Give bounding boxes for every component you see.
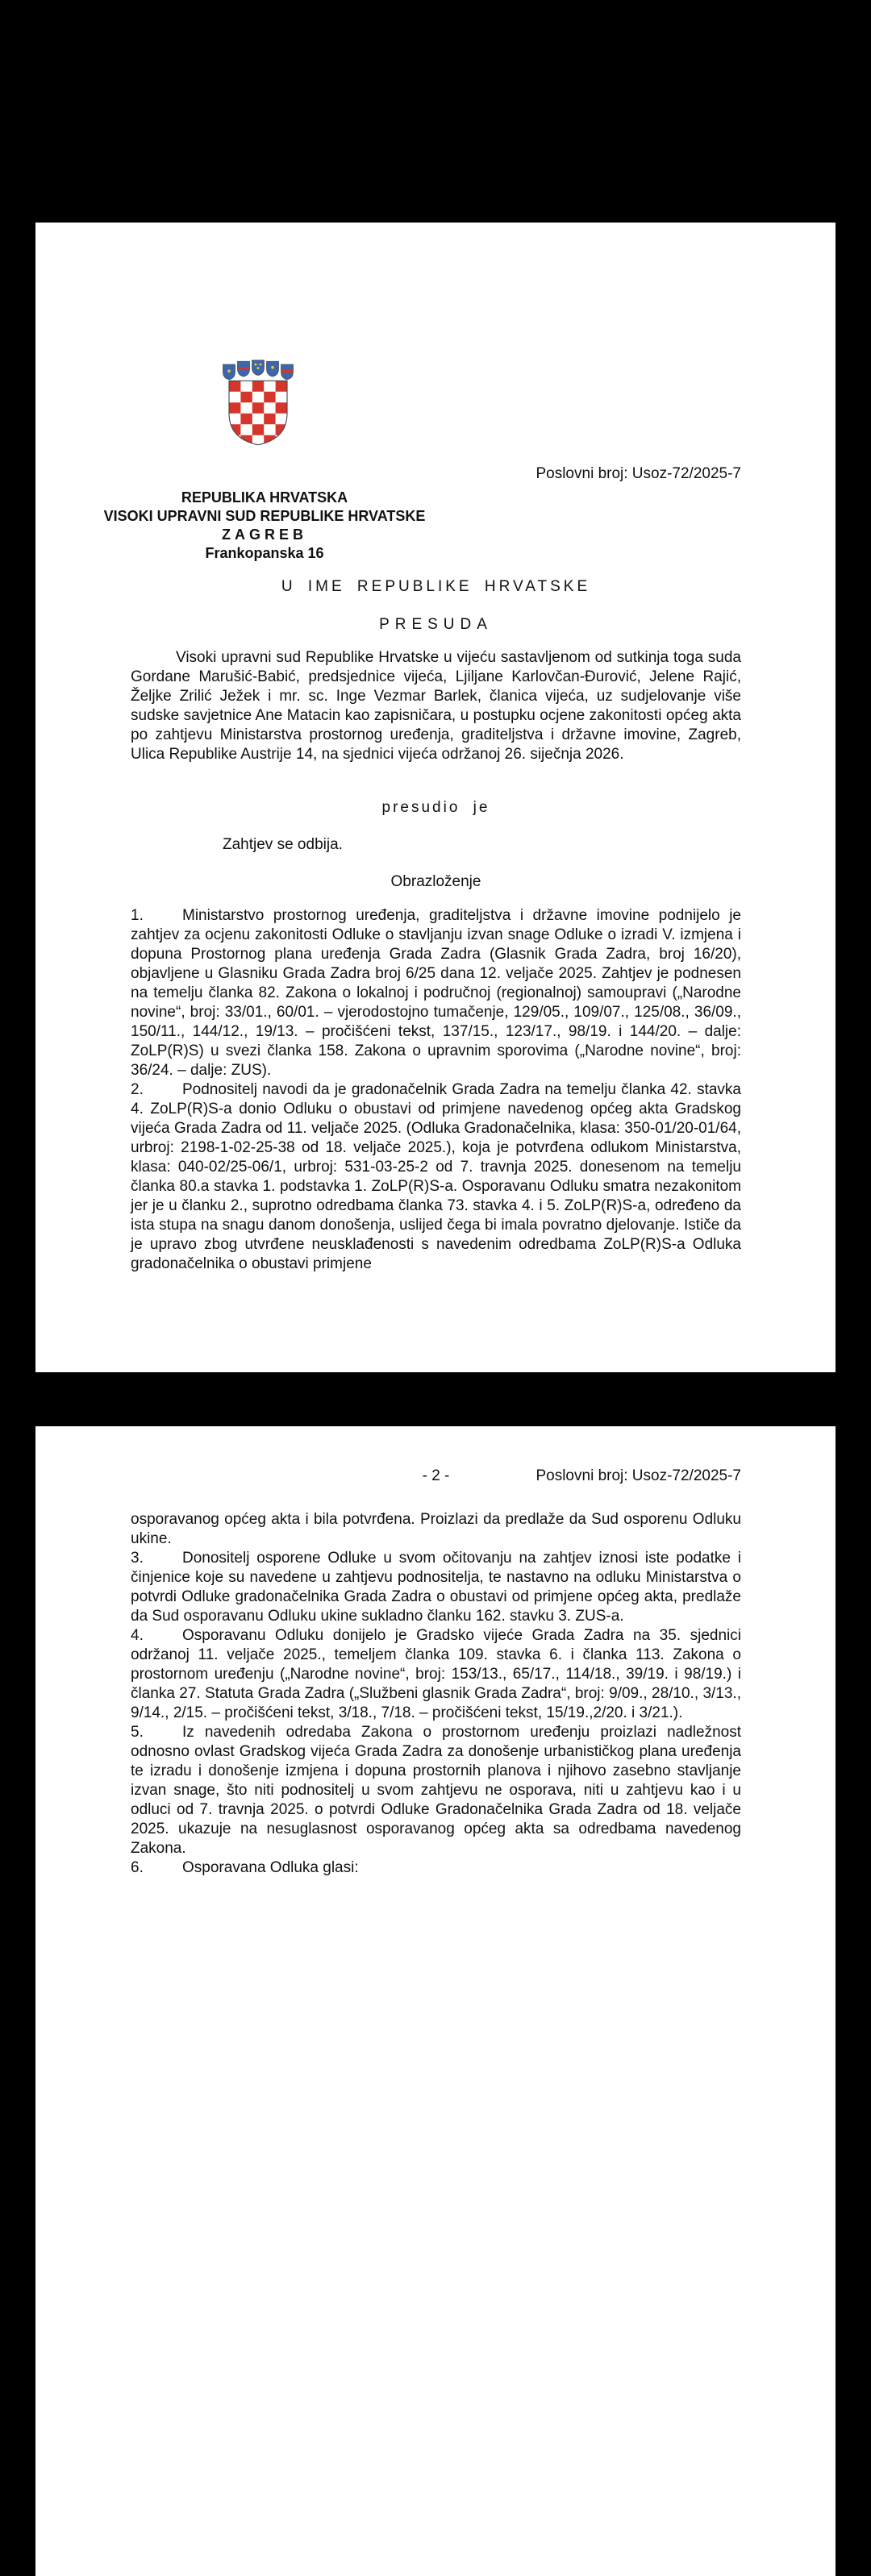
reasoning-heading: Obrazloženje (390, 873, 481, 890)
court-header-republic: REPUBLIKA HRVATSKA (181, 489, 348, 506)
page2-header (131, 1467, 741, 1486)
paragraph-2-text: Podnositelj navodi da je gradonačelnik Grada Zadra na temelju članka 42. stavka 4. ZoLP(R)S-a donio Odluku o obustavi od primjene navedenog općeg akta Gradskog vijeća Grada Zadra od 11. veljače 2025. (Odluka Gradonačelnika, klasa: 350-01/20-01/64, urbroj: 2198-1-02-25-38 od 18. veljače 2025.), koja je potvrđena odlukom Ministarstva, klasa: 040-02/25-06/1, urbroj: 531-03-25-2 od 7. travnja 2025. donesenom na temelju članka 80.a stavka 1. podstavka 1. ZoLP(R)S-a. Osporavanu Odluku smatra nezakonitom jer je u članku 2., suprotno odredbama članka 73. stavka 4. i 5. ZoLP(R)S-a, određeno da ista stupa na snagu danom donošenja, uslijed čega bi imala povratno djelovanje. Ističe da je upravo zbog utvrđene neusklađenosti s navedenim odredbama ZoLP(R)S-a Odluka gradonačelnika o obustavi primjene (131, 1081, 741, 1272)
paragraph-6-number: 6. (131, 1859, 144, 1876)
paragraph-1-number: 1. (131, 907, 144, 924)
business-number: Poslovni broj: Usoz-72/2025-7 (536, 1467, 741, 1484)
paragraph-2-number: 2. (131, 1081, 144, 1098)
in-the-name-heading: U IME REPUBLIKE HRVATSKE (281, 578, 591, 595)
paragraph-1 (131, 906, 741, 1080)
continuation-paragraph: osporavanog općeg akta i bila potvrđena. Proizlazi da predlaže da Sud osporenu Odluku ukine. (131, 1511, 741, 1547)
paragraph-1-text: Ministarstvo prostornog uređenja, graditeljstva i državne imovine podnijelo je zahtjev za ocjenu zakonitosti Odluke o stavljanju izvan snage Odluke o izradi V. izmjena i dopuna Prostornog plana uređenja Grada Zadra (Glasnik Grada Zadra, broj 16/20), objavljene u Glasniku Grada Zadra broj 6/25 dana 12. veljače 2025. Zahtjev je podnesen na temelju članka 82. Zakona o lokalnoj i područnoj (regionalnoj) samoupravi („Narodne novine“, broj: 33/01., 60/01. – vjerodostojno tumačenje, 129/05., 109/07., 125/08., 36/09., 150/11., 144/12., 19/13. – pročišćeni tekst, 137/15., 123/17., 98/19. i 144/20. – dalje: ZoLP(R)S) u svezi članka 158. Zakona o upravnim sporovima („Narodne novine“, broj: 36/24. – dalje: ZUS). (131, 907, 741, 1079)
paragraph-2 (131, 1080, 741, 1274)
croatian-coat-of-arms-icon (222, 356, 294, 447)
paragraph-6 (131, 1858, 741, 1878)
paragraph-3 (131, 1549, 741, 1626)
court-header-city: ZAGREB (222, 526, 307, 543)
ruled-heading: presudio je (381, 799, 490, 816)
paragraph-3-number: 3. (131, 1550, 144, 1567)
court-header-court-name: VISOKI UPRAVNI SUD REPUBLIKE HRVATSKE (103, 508, 426, 524)
paragraph-3-text: Donositelj osporene Odluke u svom očitovanju na zahtjev iznosi iste podatke i činjenice koje su navedene u zahtjevu podnositelja, te nastavno na odluku Ministarstva o potvrdi Odluke gradonačelnika Grada Zadra o obustavi od primjene općeg akta, predlaže da Sud osporavanu Odluku ukine sukladno članku 162. stavku 3. ZUS-a. (131, 1550, 741, 1625)
document-page-1 (35, 223, 836, 1372)
court-header-street: Frankopanska 16 (205, 545, 324, 561)
ruling-sentence: Zahtjev se odbija. (223, 836, 343, 853)
paragraph-4-number: 4. (131, 1627, 144, 1644)
page1-reasoning-body (131, 906, 741, 1274)
paragraph-5-text: Iz navedenih odredaba Zakona o prostornom uređenju proizlazi nadležnost odnosno ovlast Gradskog vijeća Grada Zadra za donošenje urbanističkog plana uređenja te izradu i donošenje izmjena i dopuna prostornih planova i njihovo zasebno stavljanje izvan snage, što niti podnositelj u svom zahtjevu ne osporava, niti u zahtjevu kao i u odluci od 7. travnja 2025. o potvrdi Odluke Gradonačelnika Grada Zadra od 18. veljače 2025. ukazuje na nesuglasnost osporavanog općeg akta sa odredbama navedenog Zakona. (131, 1724, 741, 1857)
paragraph-5 (131, 1723, 741, 1858)
introduction-paragraph: Visoki upravni sud Republike Hrvatske u vijeću sastavljenom od sutkinja toga suda Gordane Marušić-Babić, predsjednice vijeća, Ljiljane Karlovčan-Đurović, Jelene Rajić, Željke Zrilić Ježek i mr. sc. Inge Vezmar Barlek, članica vijeća, uz sudjelovanje više sudske savjetnice Ane Matacin kao zapisničara, u postupku ocjene zakonitosti općeg akta po zahtjevu Ministarstva prostornog uređenja, graditeljstva i državne imovine, Zagreb, Ulica Republike Austrije 14, na sjednici vijeća održanoj 26. siječnja 2026. (131, 649, 741, 763)
page-number: - 2 - (422, 1467, 450, 1484)
judgment-title: PRESUDA (379, 616, 493, 633)
business-number: Poslovni broj: Usoz-72/2025-7 (536, 465, 741, 482)
paragraph-6-text: Osporavana Odluka glasi: (182, 1859, 359, 1876)
paragraph-4 (131, 1626, 741, 1723)
page2-body (131, 1510, 741, 1878)
document-page-2 (35, 1426, 836, 2576)
court-header-block (98, 489, 431, 563)
paragraph-4-text: Osporavanu Odluku donijelo je Gradsko vijeće Grada Zadra na 35. sjednici održanoj 11. veljače 2025., temeljem članka 109. stavka 6. i članka 113. Zakona o prostornom uređenju („Narodne novine“, broj: 153/13., 65/17., 114/18., 39/19. i 98/19.) i članka 27. Statuta Grada Zadra („Službeni glasnik Grada Zadra“, broj: 9/09., 28/10., 3/13., 9/14., 2/15. – pročišćeni tekst, 3/18., 7/18. – pročišćeni tekst, 15/19.,2/20. i 3/21.). (131, 1627, 741, 1721)
paragraph-5-number: 5. (131, 1724, 144, 1741)
